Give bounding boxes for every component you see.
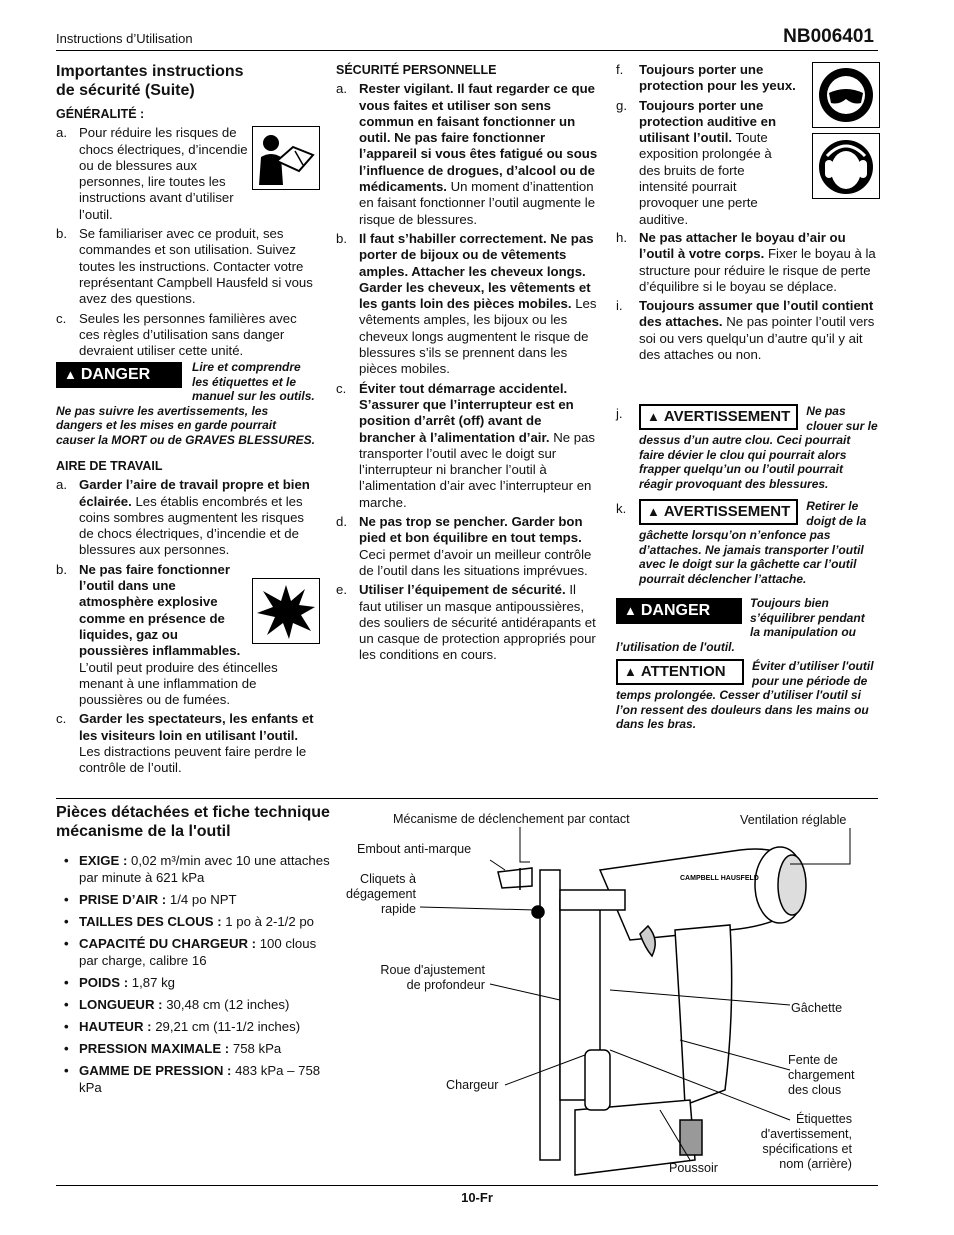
spec-item: • EXIGE : 0,02 m³/min avec 10 une attaches par minute à 621 kPa [64, 852, 334, 886]
danger-label: ▲ DANGER [56, 362, 182, 388]
brand-logo: CAMPBELL HAUSFELD [680, 875, 759, 882]
eye-protection-icon [812, 62, 880, 128]
explosion-icon [252, 578, 320, 644]
personal-heading: SÉCURITÉ PERSONNELLE [336, 63, 497, 77]
danger-text: Toujours bien s’équilibrer pendant la manipulation ou l’utilisation de l'outil. [616, 596, 865, 654]
list-item: a. Rester vigilant. Il faut regarder ce que vous faites et utiliser son sens commun en faisant fonctionner un outil. Ne pas faire fonctionner l’appareil si vous êtes fatigué ou sous l’influence de drogues, d’alcool ou de médicaments. Un moment d’inattention en faisant fonctionner l’outil augmente le risque de blessures. [336, 81, 598, 227]
danger-text: Lire et comprendre les étiquettes et le manuel sur les outils. Ne pas suivre les avertissements, les dangers et les mises en garde pourrait causer la MORT ou de GRAVES BLESSURES. [56, 360, 315, 447]
list-item: c. Garder les spectateurs, les enfants et les visiteurs loin en utilisant l’outil. Les distractions peuvent faire perdre le contrôle de l’outil. [56, 711, 314, 776]
list-item: b. Ne pas faire fonctionner l’outil dans une atmosphère explosive comme en présence de liquides, gaz ou poussières inflammables. L’outil peut produire des étincelles menant à une inflammation de poussières ou de fumées. [56, 561, 278, 708]
label-gachette: Gâchette [791, 1001, 843, 1015]
warning-triangle-icon: ▲ [64, 367, 77, 382]
parts-title: Pièces détachées et fiche technique mécanisme de la l'outil [56, 804, 330, 840]
list-item: e. Utiliser l’équipement de sécurité. Il faut utiliser un masque antipoussières, des souliers de sécurité antidérapants et un casque de protection appropriés pour les conditions en cours. [336, 582, 596, 663]
column-protection-cont [616, 230, 878, 366]
spec-item: • HAUTEUR : 29,21 cm (11-1/2 inches) [64, 1018, 334, 1035]
section-title: Importantes instructions de sécurité (Suite) [56, 63, 244, 99]
list-item: f. Toujours porter une protection pour les yeux. [616, 62, 796, 94]
footer-rule [56, 1185, 878, 1186]
label-vent: Ventilation réglable [740, 813, 847, 827]
spec-list [64, 852, 334, 1101]
spec-item: • GAMME DE PRESSION : 483 kPa – 758 kPa [64, 1062, 334, 1096]
danger-label: ▲ DANGER [616, 598, 742, 624]
list-item: b. Se familiariser avec ce produit, ses commandes et son utilisation. Suivez toutes les instructions. Contacter votre représentant Campbell Hausfeld si vous avez des questions. [56, 226, 313, 307]
header-left: Instructions d’Utilisation [56, 31, 193, 46]
label-contact: Mécanisme de déclenchement par contact [393, 812, 630, 826]
page-number: 10-Fr [461, 1190, 493, 1205]
spec-item: • TAILLES DES CLOUS : 1 po à 2-1/2 po [64, 913, 334, 930]
avertissement-label: ▲ AVERTISSEMENT [639, 499, 798, 525]
spec-item: • POIDS : 1,87 kg [64, 974, 334, 991]
header-rule [56, 50, 878, 51]
list-item: h. Ne pas attacher le boyau d’air ou l’outil à votre corps. Fixer le boyau à la structure pour réduire le risque de perte d’équilibre si le boyau se déplace. [616, 230, 876, 294]
attention-label: ▲ ATTENTION [616, 659, 744, 685]
warning-triangle-icon: ▲ [624, 603, 637, 618]
warning-j-text: Ne pas clouer sur le dessus d’un autre clou. Ceci pourrait faire dévier le clou qui pourrait alors frapper quelqu’un ou l’outil pourrait réagir provoquant des blessures. [639, 404, 878, 491]
read-manual-icon [252, 126, 320, 190]
warning-triangle-icon: ▲ [647, 409, 660, 424]
list-item: i. Toujours assumer que l’outil contient des attaches. Ne pas pointer l’outil vers soi ou vers quelqu’un d’autre qu’il y ait des attaches ou non. [616, 298, 875, 363]
list-item: a. Pour réduire les risques de chocs électriques, d’incendie ou de blessures aux personnes, lire toutes les instructions avant d’utiliser l’outil. [56, 125, 248, 222]
warning-j: j. ▲ AVERTISSEMENT Ne pas clouer sur le dessus d’un autre clou. Ceci pourrait faire dévier le clou qui pourrait alors frapper quelqu’un ou l’outil pourrait réagir provoquant des blessures. [616, 404, 878, 491]
list-item: c. Éviter tout démarrage accidentel. S’assurer que l’interrupteur est en position d’arrêt (off) avant de brancher à l’alimentation d’air. Ne pas transporter l’outil avec le doigt sur l’interrupteur ni brancher l’outil à l’alimentation d’air avec l’interrupteur en marche. [336, 380, 595, 510]
work-heading: AIRE DE TRAVAIL [56, 459, 163, 473]
label-embout: Embout anti-marque [357, 842, 472, 856]
spec-item: • CAPACITÉ DU CHARGEUR : 100 clous par charge, calibre 16 [64, 935, 334, 969]
list-item: c. Seules les personnes familières avec ces règles d’utilisation sans danger devraient utiliser cette unité. [56, 310, 297, 359]
label-poussoir: Poussoir [669, 1161, 718, 1175]
list-item: a. Garder l’aire de travail propre et bien éclairée. Les établis encombrés et les coins sombres augmentent les risques de chocs électriques, d’incendie et de blessures aux personnes. [56, 477, 310, 558]
document-number: NB006401 [783, 26, 874, 47]
spec-item: • PRESSION MAXIMALE : 758 kPa [64, 1040, 334, 1057]
attention-text: Éviter d’utiliser l'outil pour une période de temps prolongée. Cesser d’utiliser l'outil si l’on ressent des douleurs dans les mains ou dans les bras. [616, 659, 874, 732]
list-item: g. Toujours porter une protection auditive en utilisant l’outil. Toute exposition prolongée à des bruits de forte intensité pourrait provoquer une perte auditive. [616, 97, 777, 227]
label-fente: Fente de chargement des clous [788, 1053, 855, 1097]
list-item: d. Ne pas trop se pencher. Garder bon pied et bon équilibre en tout temps. Ceci permet d’avoir un meilleur contrôle de l’outil dans les situations imprévues. [336, 514, 592, 578]
list-item: b. Il faut s’habiller correctement. Ne pas porter de bijoux ou de vêtements amples. Attacher les cheveux longs. Garder les cheveux, les vêtements et les gants loin des pièces mobiles. Les vêtements amples, les bijoux ou les cheveux longs augmentent le risque de blessures s’ils se prennent dans les pièces mobiles. [336, 230, 597, 377]
warning-k: k. ▲ AVERTISSEMENT Retirer le doigt de la gâchette lorsqu’on n’enfonce pas d’attaches. Ne jamais transporter l’outil avec le doigt sur la gâchette car l’outil pourrait déclencher l’attache. [616, 499, 878, 587]
warning-triangle-icon: ▲ [647, 504, 660, 519]
column-general [56, 62, 318, 362]
spec-item: • LONGUEUR : 30,48 cm (12 inches) [64, 996, 334, 1013]
avertissement-label: ▲ AVERTISSEMENT [639, 404, 798, 430]
label-etiquettes: Étiquettes d'avertissement, spécifications et nom (arrière) [760, 1112, 852, 1171]
label-roue: Roue d'ajustement de profondeur [380, 963, 485, 992]
attention-notice [616, 659, 878, 732]
label-cliquets: Cliquets à dégagement rapide [345, 872, 416, 916]
warning-triangle-icon: ▲ [624, 664, 637, 679]
label-chargeur: Chargeur [446, 1078, 499, 1092]
general-heading: GÉNÉRALITÉ : [56, 107, 145, 121]
column-personal-safety [336, 62, 598, 667]
section-rule [56, 798, 878, 799]
spec-item: • PRISE D’AIR : 1/4 po NPT [64, 891, 334, 908]
ear-protection-icon [812, 133, 880, 199]
warning-k-text: Retirer le doigt de la gâchette lorsqu’on n’enfonce pas d’attaches. Ne jamais transporter l’outil avec le doigt sur la gâchette car l’outil pourrait déclencher l’attache. [639, 499, 867, 586]
danger-notice [56, 360, 318, 448]
column-protection [616, 62, 796, 231]
danger-notice-2 [616, 596, 878, 654]
